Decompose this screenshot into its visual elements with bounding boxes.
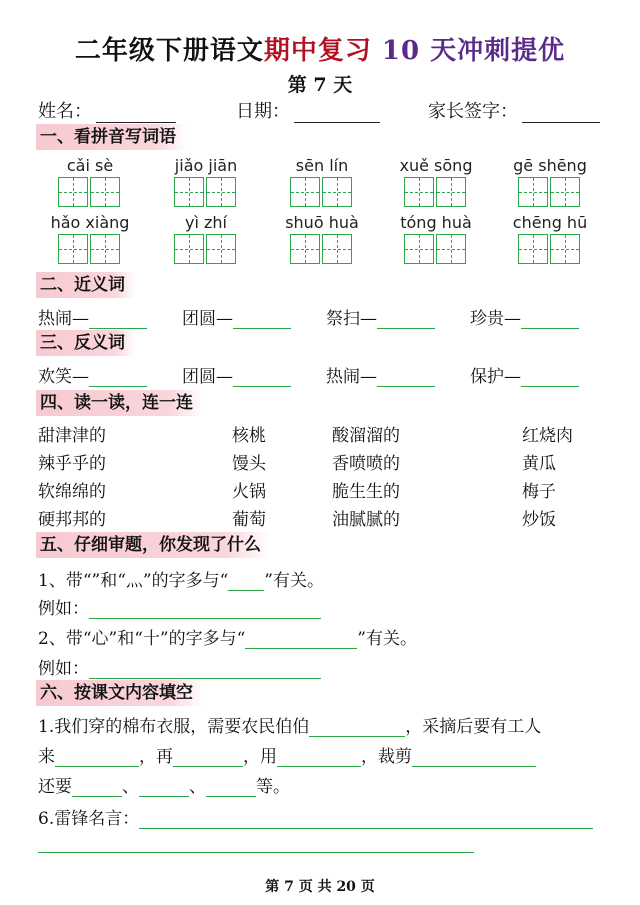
writing-grid[interactable] xyxy=(404,234,468,264)
writing-grid[interactable] xyxy=(518,177,582,207)
answer-blank[interactable] xyxy=(521,328,579,329)
fill-question-1-line3 xyxy=(38,772,290,797)
match-item[interactable]: 辣乎乎的 xyxy=(38,454,106,474)
match-item[interactable]: 甜津津的 xyxy=(38,426,106,446)
date-blank[interactable] xyxy=(294,104,380,123)
pinyin-label: sēn lín xyxy=(295,156,349,175)
pinyin-label: xuě sōng xyxy=(399,156,473,175)
title-part-grade: 二年级下册语文 xyxy=(74,36,264,66)
antonym-word: 欢笑— xyxy=(38,367,89,387)
writing-grid[interactable] xyxy=(174,234,238,264)
example-label: 例如： xyxy=(38,659,89,679)
section-synonyms-heading: 二、近义词 xyxy=(36,272,135,298)
pinyin-label: tóng huà xyxy=(400,213,472,232)
antonym-item xyxy=(182,362,291,387)
answer-blank[interactable] xyxy=(139,828,593,829)
writing-grid[interactable] xyxy=(290,177,354,207)
synonym-item xyxy=(182,304,291,329)
answer-blank[interactable] xyxy=(228,590,264,591)
answer-blank[interactable] xyxy=(206,796,256,797)
writing-grid[interactable] xyxy=(58,177,122,207)
match-item[interactable]: 香喷喷的 xyxy=(332,454,400,474)
antonym-word: 保护— xyxy=(470,367,521,387)
question-text: 2、带“心”和“十”的字多与“ xyxy=(38,629,246,649)
writing-grid[interactable] xyxy=(58,234,122,264)
synonym-item xyxy=(470,304,579,329)
answer-blank[interactable] xyxy=(277,766,361,767)
observe-question-1 xyxy=(38,566,324,591)
title-part-sprint: 10 天冲刺提优 xyxy=(371,36,566,66)
writing-grid[interactable] xyxy=(404,177,468,207)
answer-blank[interactable] xyxy=(377,386,435,387)
question-text: ”有关。 xyxy=(357,629,417,649)
answer-blank[interactable] xyxy=(521,386,579,387)
match-item[interactable]: 馒头 xyxy=(232,454,266,474)
day-label: 第 7 天 xyxy=(287,74,353,96)
pinyin-label: cǎi sè xyxy=(66,156,114,175)
answer-blank[interactable] xyxy=(89,386,147,387)
question-text: ，用 xyxy=(243,747,277,767)
section-pinyin-heading: 一、看拼音写词语 xyxy=(36,124,186,150)
question-text: 还要 xyxy=(38,777,72,797)
observe-question-2 xyxy=(38,624,417,649)
writing-grid[interactable] xyxy=(174,177,238,207)
pinyin-label: chēng hū xyxy=(512,213,588,232)
answer-blank[interactable] xyxy=(309,736,405,737)
synonym-item xyxy=(326,304,435,329)
answer-blank[interactable] xyxy=(139,796,189,797)
section-observe-heading: 五、仔细审题，你发现了什么 xyxy=(36,532,271,558)
match-item[interactable]: 红烧肉 xyxy=(522,426,573,446)
pinyin-label: jiǎo jiān xyxy=(174,156,238,175)
answer-blank[interactable] xyxy=(233,386,291,387)
question-text: 等。 xyxy=(256,777,290,797)
match-item[interactable]: 炒饭 xyxy=(522,510,556,530)
synonym-word: 热闹— xyxy=(38,309,89,329)
answer-blank[interactable] xyxy=(233,328,291,329)
date-label: 日期： xyxy=(236,101,290,122)
question-text: 1.我们穿的棉布衣服，需要农民伯伯 xyxy=(38,717,310,737)
section-matching-heading: 四、读一读，连一连 xyxy=(36,390,203,416)
section-fill-heading: 六、按课文内容填空 xyxy=(36,680,203,706)
antonym-item xyxy=(38,362,147,387)
name-blank[interactable] xyxy=(96,104,176,123)
pinyin-label: shuō huà xyxy=(285,213,359,232)
fill-question-6 xyxy=(38,804,593,829)
parent-signature-blank[interactable] xyxy=(522,104,600,123)
match-item[interactable]: 硬邦邦的 xyxy=(38,510,106,530)
match-item[interactable]: 酸溜溜的 xyxy=(332,426,400,446)
pinyin-label: gē shēng xyxy=(513,156,587,175)
question-text: ，再 xyxy=(139,747,173,767)
question-text: 1、带“”和“灬”的字多与“ xyxy=(38,571,229,591)
synonym-word: 团圆— xyxy=(182,309,233,329)
answer-blank[interactable] xyxy=(72,796,122,797)
pinyin-label: hǎo xiàng xyxy=(50,213,130,232)
match-item[interactable]: 核桃 xyxy=(232,426,266,446)
fill-question-1-line2 xyxy=(38,742,536,767)
parent-signature-field xyxy=(428,97,600,123)
synonym-item xyxy=(38,304,147,329)
worksheet-title xyxy=(0,30,640,67)
observe-example-1 xyxy=(38,594,321,619)
match-item[interactable]: 软绵绵的 xyxy=(38,482,106,502)
answer-blank[interactable] xyxy=(412,766,536,767)
title-part-review: 期中复习 xyxy=(263,36,372,66)
answer-blank[interactable] xyxy=(377,328,435,329)
example-label: 例如： xyxy=(38,599,89,619)
question-text: 来 xyxy=(38,747,55,767)
parent-signature-label: 家长签字： xyxy=(428,101,518,122)
answer-blank[interactable] xyxy=(89,678,321,679)
question-text: 6.雷锋名言： xyxy=(38,809,140,829)
answer-blank[interactable] xyxy=(173,766,243,767)
writing-grid[interactable] xyxy=(290,234,354,264)
section-antonyms-heading: 三、反义词 xyxy=(36,330,135,356)
antonym-word: 团圆— xyxy=(182,367,233,387)
match-item[interactable]: 油腻腻的 xyxy=(332,510,400,530)
answer-blank[interactable] xyxy=(89,328,147,329)
question-text: ，裁剪 xyxy=(361,747,412,767)
answer-blank[interactable] xyxy=(38,852,474,853)
writing-grid[interactable] xyxy=(518,234,582,264)
synonym-word: 祭扫— xyxy=(326,309,377,329)
name-label: 姓名： xyxy=(38,101,92,122)
question-text: ，采摘后要有工人 xyxy=(405,717,542,737)
antonym-word: 热闹— xyxy=(326,367,377,387)
antonym-item xyxy=(326,362,435,387)
question-text: 、 xyxy=(189,777,206,797)
synonym-word: 珍贵— xyxy=(470,309,521,329)
question-text: ”有关。 xyxy=(264,571,324,591)
match-item[interactable]: 梅子 xyxy=(522,482,556,502)
fill-question-1-line1 xyxy=(38,712,541,737)
match-item[interactable]: 黄瓜 xyxy=(522,454,556,474)
observe-example-2 xyxy=(38,654,321,679)
question-text: 、 xyxy=(122,777,139,797)
page-number: 第 7 页 共 20 页 xyxy=(265,879,375,895)
antonym-item xyxy=(470,362,579,387)
match-item[interactable]: 葡萄 xyxy=(232,510,266,530)
name-field xyxy=(38,97,176,123)
match-item[interactable]: 脆生生的 xyxy=(332,482,400,502)
answer-blank[interactable] xyxy=(55,766,139,767)
answer-blank[interactable] xyxy=(245,648,357,649)
date-field xyxy=(236,97,380,123)
match-item[interactable]: 火锅 xyxy=(232,482,266,502)
answer-blank[interactable] xyxy=(89,618,321,619)
pinyin-label: yì zhí xyxy=(185,213,227,232)
